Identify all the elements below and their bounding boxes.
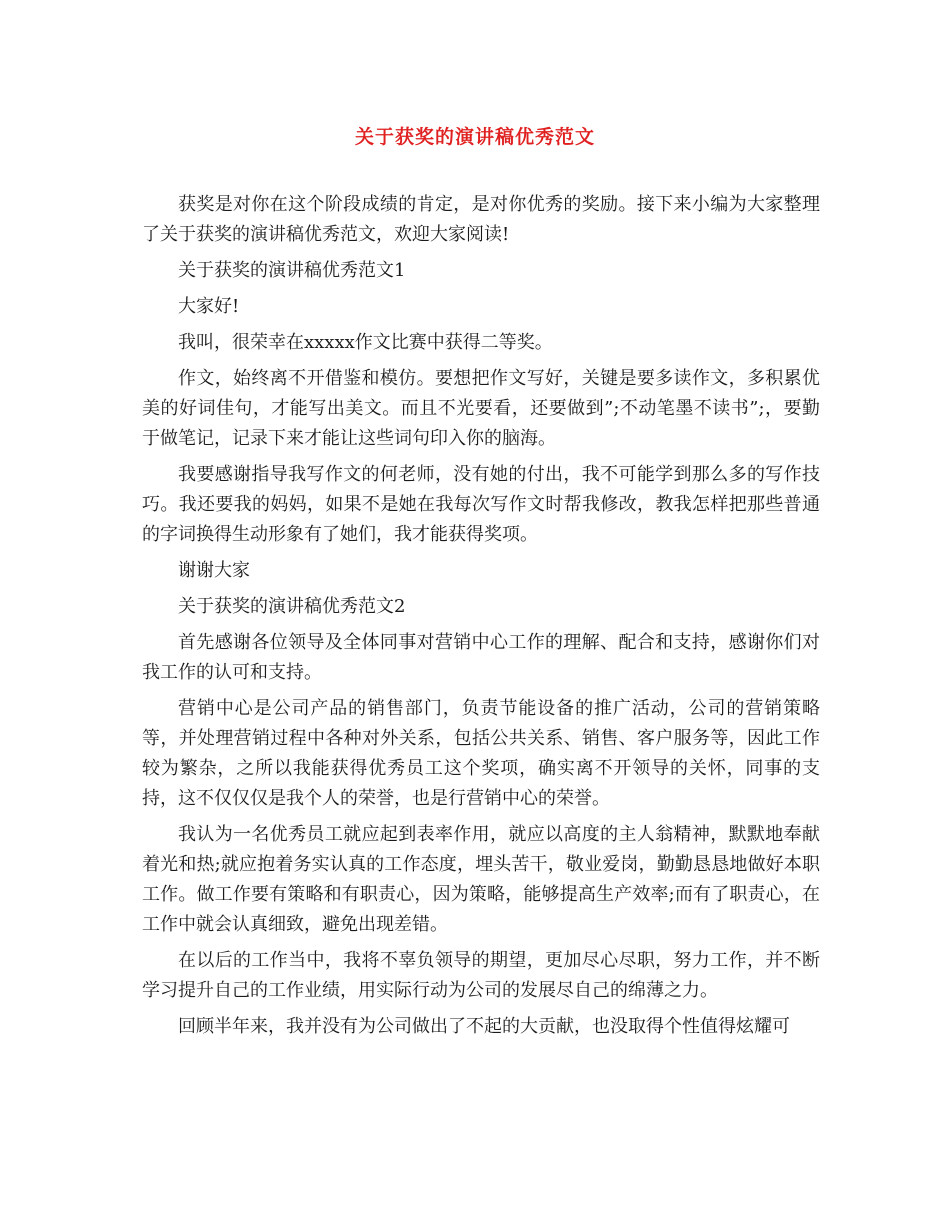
- document-body: [142, 190, 820, 1048]
- document-title: 关于获奖的演讲稿优秀范文: [354, 126, 595, 148]
- paragraph: 在以后的工作当中，我将不辜负领导的期望，更加尽心尽职，努力工作，并不断学习提升自己的工作业绩，用实际行动为公司的发展尽自己的绵薄之力。: [142, 950, 820, 1001]
- paragraph: 我要感谢指导我写作文的何老师，没有她的付出，我不可能学到那么多的写作技巧。我还要我的妈妈，如果不是她在我每次写作文时帮我修改，教我怎样把那些普通的字词换得生动形象有了她们，我才能获得奖项。: [142, 464, 820, 545]
- section-heading-2: 关于获奖的演讲稿优秀范文2: [178, 596, 406, 617]
- paragraph-thanks: 谢谢大家: [178, 560, 250, 581]
- paragraph: 作文，始终离不开借鉴和模仿。要想把作文写好，关键是要多读作文，多积累优美的好词佳句，才能写出美文。而且不光要看，还要做到”;不动笔墨不读书”;，要勤于做笔记，记录下来才能让这些词句印入你的脑海。: [142, 368, 820, 449]
- paragraph: 我叫，很荣幸在xxxxx作文比赛中获得二等奖。: [178, 332, 553, 353]
- paragraph: 首先感谢各位领导及全体同事对营销中心工作的理解、配合和支持，感谢你们对我工作的认可和支持。: [142, 632, 820, 683]
- paragraph-intro: 获奖是对你在这个阶段成绩的肯定，是对你优秀的奖励。接下来小编为大家整理了关于获奖的演讲稿优秀范文，欢迎大家阅读!: [142, 194, 820, 245]
- paragraph-greeting: 大家好!: [178, 296, 240, 317]
- paragraph: 我认为一名优秀员工就应起到表率作用，就应以高度的主人翁精神，默默地奉献着光和热;就应抱着务实认真的工作态度，埋头苦干，敬业爱岗，勤勤恳恳地做好本职工作。做工作要有策略和有职责心，因为策略，能够提高生产效率;而有了职责心，在工作中就会认真细致，避免出现差错。: [142, 824, 820, 935]
- paragraph-truncated: 回顾半年来，我并没有为公司做出了不起的大贡献，也没取得个性值得炫耀可: [178, 1016, 790, 1037]
- paragraph: 营销中心是公司产品的销售部门，负责节能设备的推广活动，公司的营销策略等，并处理营销过程中各种对外关系，包括公共关系、销售、客户服务等，因此工作较为繁杂，之所以我能获得优秀员工这个奖项，确实离不开领导的关怀，同事的支持，这不仅仅仅是我个人的荣誉，也是行营销中心的荣誉。: [142, 698, 820, 809]
- section-heading-1: 关于获奖的演讲稿优秀范文1: [178, 260, 406, 281]
